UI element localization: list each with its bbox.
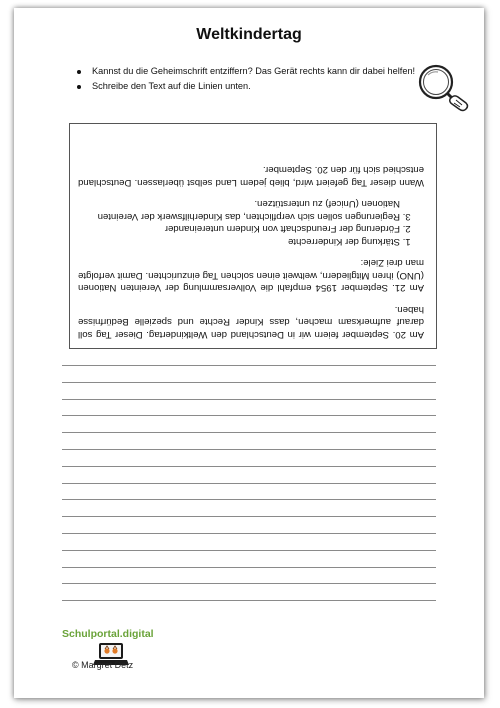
- goals-list: [78, 197, 424, 247]
- writing-line[interactable]: [62, 432, 436, 433]
- page-title: Weltkindertag: [196, 26, 302, 43]
- secret-paragraph-1: Am 20. September feiern wir in Deutschland den Weltkindertag. Dieser Tag soll darauf aufmerksam machen, dass Kinder Rechte und spezielle Bedürfnisse haben.: [78, 304, 424, 340]
- writing-lines: [62, 365, 436, 617]
- instruction-item: Schreibe den Text auf die Linien unten.: [74, 80, 424, 93]
- writing-line[interactable]: [62, 550, 436, 551]
- brand-name: Schulportal.digital: [62, 628, 154, 640]
- worksheet-page: [14, 8, 484, 698]
- writing-line[interactable]: [62, 449, 436, 450]
- goal-item: 2. Förderung der Freundschaft von Kindern untereinander: [78, 222, 400, 235]
- writing-line[interactable]: [62, 567, 436, 568]
- writing-line[interactable]: [62, 533, 436, 534]
- writing-line[interactable]: [62, 516, 436, 517]
- writing-line[interactable]: [62, 583, 436, 584]
- goal-item: 3. Regierungen sollen sich verpflichten, das Kinderhilfswerk der Vereinten Nationen (Unicef) zu unterstützen.: [78, 197, 400, 222]
- writing-line[interactable]: [62, 382, 436, 383]
- writing-line[interactable]: [62, 600, 436, 601]
- secret-text-box: [69, 123, 437, 349]
- writing-line[interactable]: [62, 499, 436, 500]
- goal-item: 1. Stärkung der Kinderrechte: [78, 235, 400, 248]
- writing-line[interactable]: [62, 365, 436, 366]
- writing-line[interactable]: [62, 415, 436, 416]
- mirrored-text: [70, 124, 436, 348]
- instruction-item: Kannst du die Geheimschrift entziffern? Das Gerät rechts kann dir dabei helfen!: [74, 65, 424, 78]
- writing-line[interactable]: [62, 466, 436, 467]
- secret-paragraph-2: Am 21. September 1954 empfahl die Vollversammlung der Vereinten Nationen (UNO) ihren Mitgliedern, weltweit einen solchen Tag einzurichten. Damit verfolgte man drei Ziele:: [78, 257, 424, 294]
- writing-line[interactable]: [62, 399, 436, 400]
- writing-line[interactable]: [62, 483, 436, 484]
- secret-paragraph-3: Wann dieser Tag gefeiert wird, blieb jedem Land selbst überlassen. Deutschland entschied sich für den 20. September.: [78, 164, 424, 188]
- instruction-list: [74, 65, 424, 95]
- magnifying-glass-icon: [412, 60, 472, 116]
- copyright-text: © Margret Detz: [72, 660, 134, 670]
